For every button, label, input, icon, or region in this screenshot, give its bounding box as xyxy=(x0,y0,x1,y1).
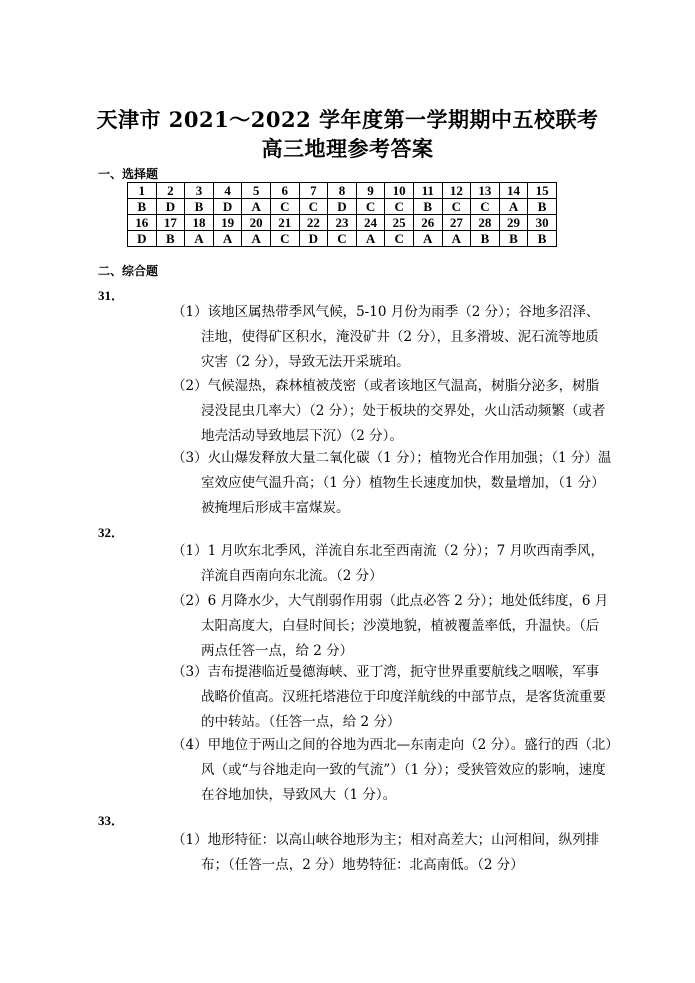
answer-32-part-3: （3）吉布提港临近曼德海峡、亚丁湾，扼守世界重要航线之咽喉，军事战略价值高。汉班托塔港位于印度洋航线的中部节点，是客货流重要的中转站。（任答一点，给 2 分） xyxy=(172,664,606,730)
question-number-cell: 6 xyxy=(270,183,299,199)
answer-cell: A xyxy=(413,231,442,247)
answer-cell: C xyxy=(471,199,500,215)
question-number-cell: 13 xyxy=(471,183,500,199)
question-number-cell: 23 xyxy=(328,215,357,231)
answer-cell: C xyxy=(385,231,414,247)
answer-cell: D xyxy=(299,231,328,247)
answer-31-part-2: （2）气候湿热，森林植被茂密（或者该地区气温高，树脂分泌多，树脂浸没昆虫几率大）（2 分）；处于板块的交界处，火山活动频繁（或者地壳活动导致地层下沉）（2 分）。 xyxy=(172,378,606,444)
page-subtitle: 高三地理参考答案 xyxy=(261,136,434,161)
section-heading-choice: 一、选择题 xyxy=(98,167,159,181)
answer-cell: B xyxy=(156,231,185,247)
question-number-cell: 28 xyxy=(471,215,500,231)
question-number-cell: 9 xyxy=(356,183,385,199)
question-number-cell: 18 xyxy=(185,215,214,231)
question-number-cell: 19 xyxy=(213,215,242,231)
question-number-cell: 11 xyxy=(413,183,442,199)
answer-cell: C xyxy=(270,231,299,247)
answer-31-part-1: （1）该地区属热带季风气候，5-10 月份为雨季（2 分）；谷地多沼泽、洼地，使得矿区积水，淹没矿井（2 分），且多滑坡、泥石流等地质灾害（2 分），导致无法开采琥珀。 xyxy=(172,304,600,370)
section-heading-comprehensive: 二、综合题 xyxy=(98,264,159,278)
answer-cell: A xyxy=(242,231,271,247)
answer-cell: B xyxy=(128,199,157,215)
answer-cell: A xyxy=(356,231,385,247)
question-number-cell: 30 xyxy=(528,215,557,231)
question-number-cell: 29 xyxy=(499,215,528,231)
answer-cell: B xyxy=(413,199,442,215)
question-number-cell: 7 xyxy=(299,183,328,199)
answer-cell: B xyxy=(499,231,528,247)
answer-table-answer-row xyxy=(128,231,557,247)
question-number-cell: 15 xyxy=(528,183,557,199)
question-number-cell: 4 xyxy=(213,183,242,199)
answer-cell: D xyxy=(128,231,157,247)
question-number-33: 33． xyxy=(98,813,125,828)
question-number-cell: 22 xyxy=(299,215,328,231)
answer-cell: B xyxy=(528,199,557,215)
question-number-cell: 26 xyxy=(413,215,442,231)
answer-cell: A xyxy=(242,199,271,215)
question-number-cell: 8 xyxy=(328,183,357,199)
question-number-cell: 10 xyxy=(385,183,414,199)
answer-cell: A xyxy=(499,199,528,215)
page-title: 天津市 2021～2022 学年度第一学期期中五校联考 xyxy=(96,107,599,132)
answer-table xyxy=(127,182,557,247)
answer-cell: B xyxy=(528,231,557,247)
answer-32-part-1: （1）1 月吹东北季风，洋流自东北至西南流（2 分）；7 月吹西南季风，洋流自西南向东北流。（2 分） xyxy=(172,543,604,584)
answer-cell: D xyxy=(328,199,357,215)
answer-table-answer-row xyxy=(128,199,557,215)
question-number-31: 31． xyxy=(98,288,125,303)
question-number-cell: 1 xyxy=(128,183,157,199)
question-number-cell: 17 xyxy=(156,215,185,231)
question-number-32: 32． xyxy=(98,525,125,540)
answer-cell: A xyxy=(213,231,242,247)
answer-cell: A xyxy=(185,231,214,247)
answer-32-part-4: （4）甲地位于两山之间的谷地为西北—东南走向（2 分）。盛行的西（北）风（或“与谷地走向一致的气流”）（1 分）；受狭管效应的影响，速度在谷地加快，导致风大（1 分）。 xyxy=(172,737,612,803)
question-number-cell: 20 xyxy=(242,215,271,231)
question-number-cell: 2 xyxy=(156,183,185,199)
answer-32-part-2: （2）6 月降水少，大气削弱作用弱（此点必答 2 分）；地处低纬度，6 月太阳高度大，白昼时间长；沙漠地貌，植被覆盖率低，升温快。（后两点任答一点，给 2 分） xyxy=(172,593,609,659)
question-number-cell: 3 xyxy=(185,183,214,199)
question-number-cell: 21 xyxy=(270,215,299,231)
question-number-cell: 16 xyxy=(128,215,157,231)
answer-cell: C xyxy=(442,199,471,215)
answer-cell: B xyxy=(185,199,214,215)
answer-33-part-1: （1）地形特征：以高山峡谷地形为主；相对高差大；山河相间，纵列排布；（任答一点，2 分）地势特征：北高南低。（2 分） xyxy=(172,832,600,873)
answer-table-number-row xyxy=(128,215,557,231)
answer-cell: C xyxy=(328,231,357,247)
question-number-cell: 25 xyxy=(385,215,414,231)
answer-cell: D xyxy=(156,199,185,215)
answer-cell: C xyxy=(299,199,328,215)
answer-cell: C xyxy=(270,199,299,215)
answer-31-part-3: （3）火山爆发释放大量二氧化碳（1 分）；植物光合作用加强；（1 分）温室效应使气温升高；（1 分）植物生长速度加快，数量增加，（1 分）被掩埋后形成丰富煤炭。 xyxy=(172,450,612,516)
question-number-cell: 14 xyxy=(499,183,528,199)
answer-table-number-row xyxy=(128,183,557,199)
answer-cell: C xyxy=(385,199,414,215)
answer-cell: A xyxy=(442,231,471,247)
question-number-cell: 27 xyxy=(442,215,471,231)
answer-cell: D xyxy=(213,199,242,215)
question-number-cell: 24 xyxy=(356,215,385,231)
question-number-cell: 5 xyxy=(242,183,271,199)
question-number-cell: 12 xyxy=(442,183,471,199)
answer-cell: C xyxy=(356,199,385,215)
answer-cell: B xyxy=(471,231,500,247)
